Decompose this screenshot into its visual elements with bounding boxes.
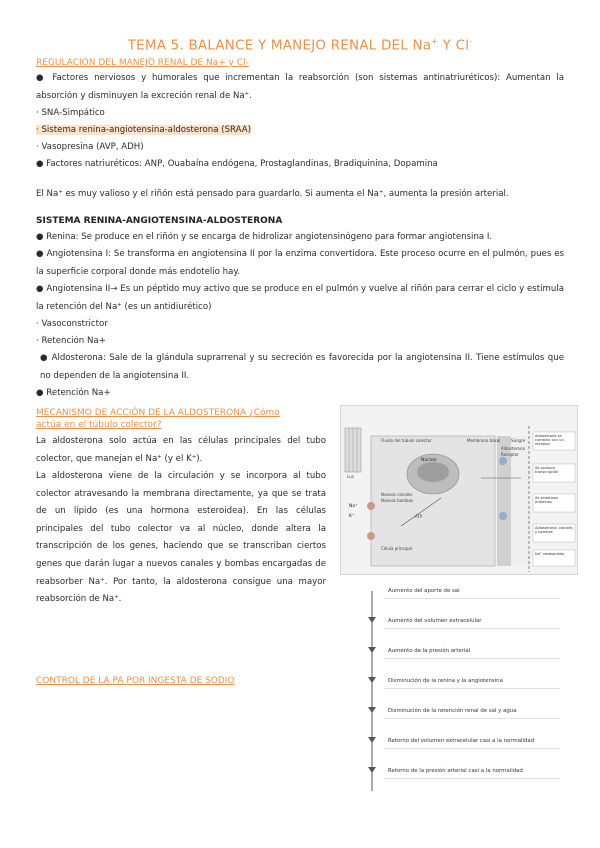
flow-step: Aumento del volumen extracelular [384,615,560,629]
aldosterone-mechanism-diagram [340,405,578,575]
bullet-angiotensina-ii: ● Angiotensina II→ Es un péptido muy activo que se produce en el pulmón y vuelve al riñón para cerrar el ciclo y estimula la retención del Na⁺ (es un antidiurético) [36,284,564,312]
flow-step: Disminución de la renina y la angiotensina [384,675,560,689]
section-heading-sraa: SISTEMA RENINA-ANGIOTENSINA-ALDOSTERONA [36,216,283,226]
list-item-highlighted: · Sistema renina-angiotensina-aldosterona (SRAA) [36,125,252,135]
bullet-aldosterona: ● Aldosterona: Sale de la glándula suprarrenal y su secreción es favorecida por la angiotensina II. Tiene estímulos que no dependen de la angiotensina II. [40,353,564,381]
diagram-step: Na⁺ reabsorbido [535,552,565,556]
flow-step: Retorno del volumen extracelular casi a la normalidad [384,735,560,749]
list-item: · Vasopresina (AVP, ADH) [36,142,144,152]
list-item: · Retención Na+ [36,336,106,346]
diagram-label: Luz [347,474,354,479]
section-heading-aldosterona-cont: actúa en el túbulo colector? [36,420,162,430]
bullet-renina: ● Renina: Se produce en el riñón y se encarga de hidrolizar angiotensinógeno para formar angiotensina I. [36,232,493,242]
paragraph-natriureticos: ● Factores natriuréticos: ANP, Ouabaína endógena, Prostaglandinas, Bradiquinina, Dopamina [36,159,438,169]
flow-step: Aumento de la presión arterial [384,645,560,659]
diagram-label: Aldosterona [501,446,525,451]
diagram-label: Receptor [501,452,519,457]
diagram-label: K⁺ [349,514,355,519]
paragraph-factores: ● Factores nerviosos y humorales que incrementan la reabsorción (son sistemas antinatriuréticos): Aumentan la absorción y disminuyen la excreción renal de Na⁺. [36,73,564,101]
paragraph-na-valioso: El Na⁺ es muy valioso y el riñón está pensado para guardarlo. Si aumenta el Na⁺, aumenta la presión arterial. [36,189,509,199]
section-heading-control-pa: CONTROL DE LA PA POR INGESTA DE SODIO [36,676,235,686]
diagram-label: Nuevos canales [381,492,413,497]
diagram-step: Aldosterona: canales y bombas [535,526,573,535]
diagram-label: Núcleo [421,458,437,463]
diagram-label: ATP [415,514,423,519]
flow-step: Disminución de la retención renal de sal y agua [384,705,560,719]
flow-step: Retorno de la presión arterial casi a la normalidad [384,765,560,779]
paragraph-celulas-principales: La aldosterona solo actúa en las células principales del tubo colector, que manejan el Na⁺ (y el K⁺). [36,436,326,464]
diagram-step: Se sintetizan proteínas [535,496,559,505]
diagram-label: Fluido del túbulo colector [381,438,432,443]
bullet-retencion: ● Retención Na+ [36,388,111,398]
section-heading-regulacion: REGULACIÓN DEL MANEJO RENAL DE Na+ y Cl- [36,58,249,68]
diagram-step: Aldosterona se combina con un receptor [535,434,564,447]
diagram-label: Na⁺ [349,504,358,509]
bullet-angiotensina-i: ● Angiotensina I: Se transforma en angiotensina II por la enzima convertidora. Este proceso ocurre en el pulmón, pues es la superficie corporal donde más endotelio hay. [36,249,564,277]
page-title: TEMA 5. BALANCE Y MANEJO RENAL DEL Na+ Y Cl- [127,37,473,54]
list-item: · Vasoconstrictor [36,319,108,329]
diagram-label: Membrana basal [467,438,501,443]
sodium-intake-flowchart [352,583,560,798]
diagram-label: Nuevas bombas [381,498,414,503]
diagram-step: Se produce transcripción [535,466,559,475]
section-heading-aldosterona: MECANISMO DE ACCIÓN DE LA ALDOSTERONA ¿Cómo [36,408,280,418]
diagram-label: Célula principal [381,546,412,551]
diagram-label: Sangre [511,438,526,443]
flow-step: Aumento del aporte de sal [384,585,560,599]
list-item: · SNA-Simpático [36,108,105,118]
paragraph-mecanismo: La aldosterona viene de la circulación y se incorpora al tubo colector atravesando la membrana directamente, ya que se trata de un lípido (es una hormona esteroidea). En las células principales del tubo colector va al núcleo, donde altera la transcripción de los genes, haciendo que se transcriban ciertos genes que darán lugar a nuevos canales y bombas encargadas de reabsorber Na⁺. Por tanto, la aldosterona consigue una mayor reabsorción de Na⁺. [36,471,326,605]
